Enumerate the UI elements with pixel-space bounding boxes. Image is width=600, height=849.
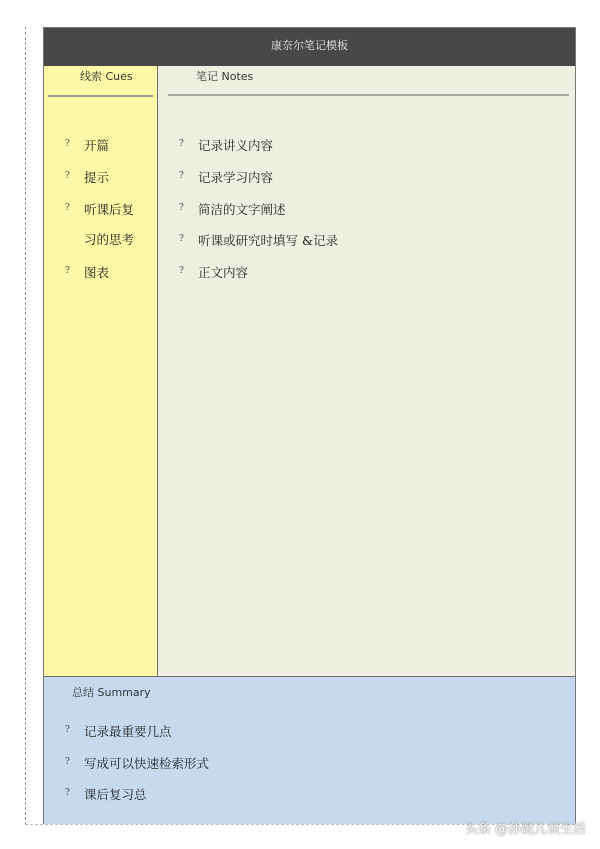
note-item: 正文内容 bbox=[198, 265, 249, 280]
cue-item: 图表 bbox=[84, 265, 110, 280]
bullet-marker: ? bbox=[65, 171, 70, 181]
summary-section bbox=[44, 676, 575, 824]
note-item: 听课或研究时填写 &记录 bbox=[198, 233, 339, 248]
notes-header: 笔记 Notes bbox=[196, 70, 254, 83]
bullet-marker: ? bbox=[65, 725, 70, 735]
cues-header: 线索 Cues bbox=[80, 70, 133, 83]
summary-item: 课后复习总 bbox=[84, 787, 147, 802]
bullet-marker: ? bbox=[65, 757, 70, 767]
bullet-marker: ? bbox=[179, 266, 184, 276]
cues-column bbox=[44, 66, 158, 676]
bullet-marker: ? bbox=[179, 139, 184, 149]
cue-item: 开篇 bbox=[84, 138, 110, 153]
summary-header: 总结 Summary bbox=[72, 686, 151, 699]
cornell-notes-sheet bbox=[43, 27, 576, 824]
note-item: 记录讲义内容 bbox=[198, 138, 274, 153]
cues-divider bbox=[48, 95, 153, 97]
notes-divider bbox=[168, 94, 569, 96]
note-item: 记录学习内容 bbox=[198, 170, 274, 185]
bullet-marker: ? bbox=[65, 203, 70, 213]
bullet-marker: ? bbox=[65, 788, 70, 798]
cue-item: 习的思考 bbox=[84, 232, 135, 247]
bullet-marker: ? bbox=[179, 234, 184, 244]
cue-item: 听课后复 bbox=[84, 202, 135, 217]
watermark: 头条 @孙妮儿谈生活 bbox=[464, 822, 586, 837]
page-title: 康奈尔笔记模板 bbox=[44, 28, 575, 66]
note-item: 简洁的文字阐述 bbox=[198, 202, 286, 217]
notes-column bbox=[158, 66, 575, 676]
summary-item: 记录最重要几点 bbox=[84, 724, 172, 739]
bullet-marker: ? bbox=[179, 203, 184, 213]
bullet-marker: ? bbox=[65, 139, 70, 149]
bullet-marker: ? bbox=[179, 171, 184, 181]
bullet-marker: ? bbox=[65, 266, 70, 276]
cue-item: 提示 bbox=[84, 170, 110, 185]
summary-item: 写成可以快速检索形式 bbox=[84, 756, 210, 771]
